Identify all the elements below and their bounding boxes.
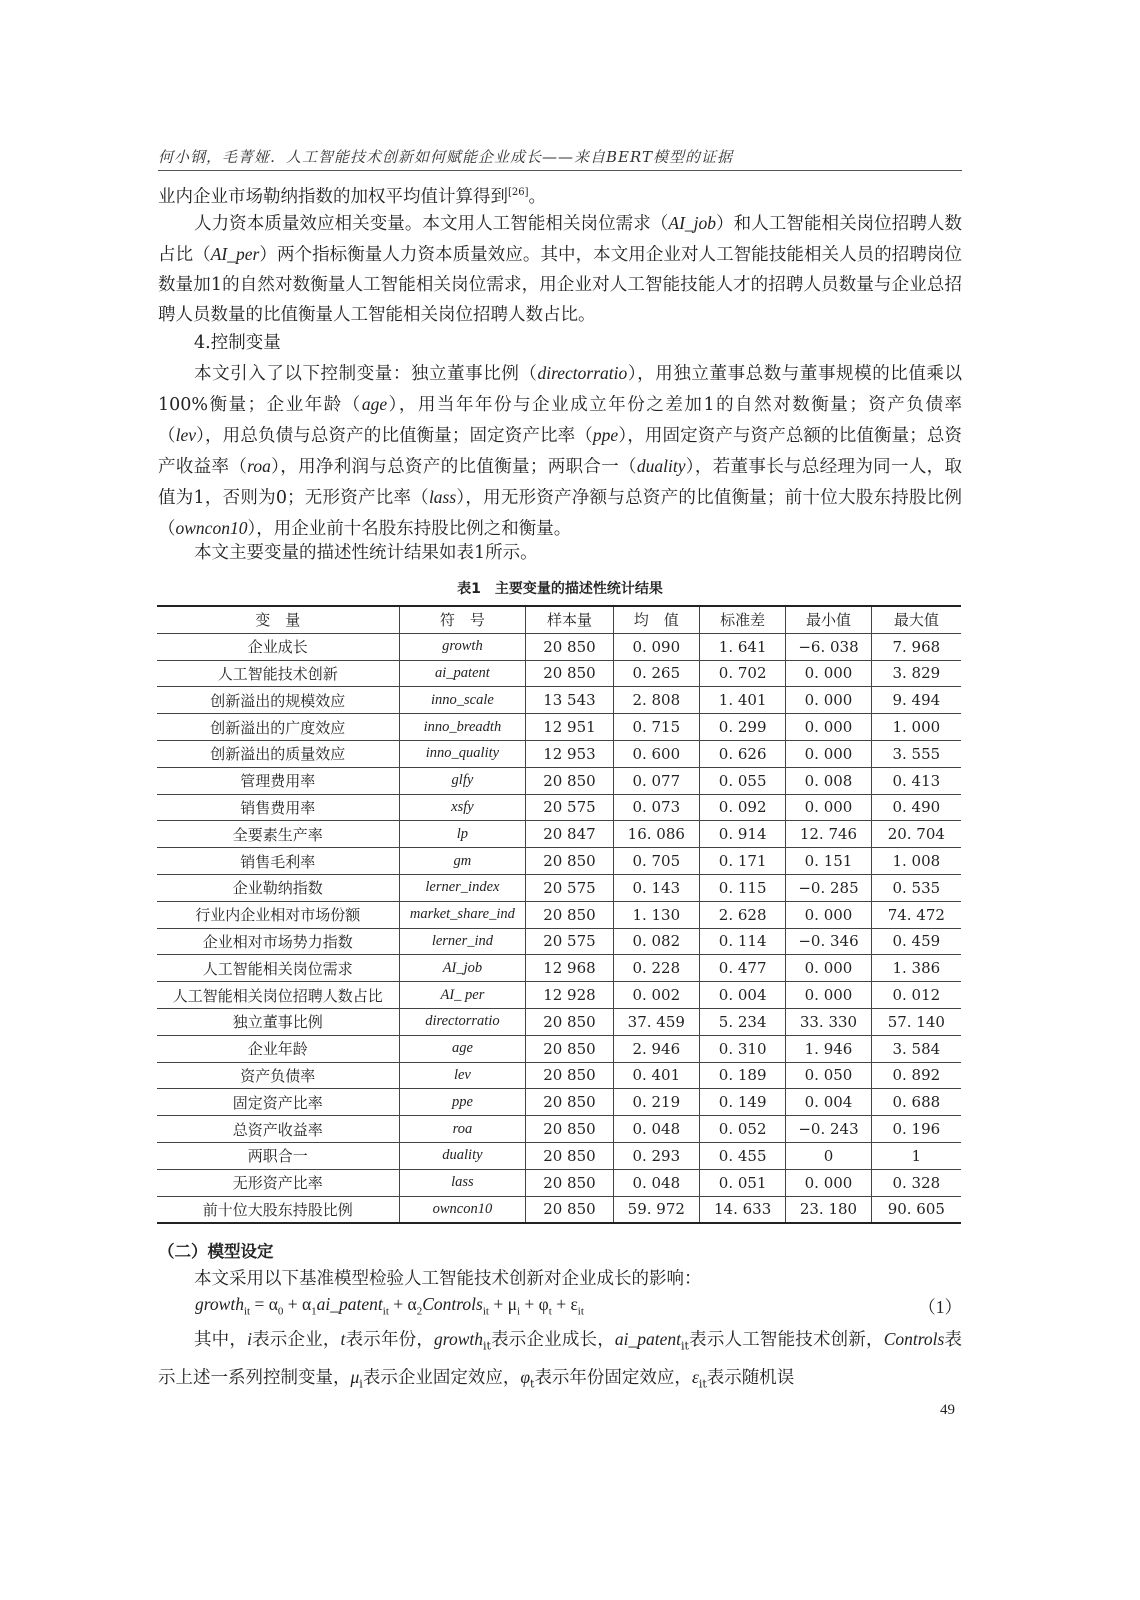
table-row xyxy=(157,955,961,982)
subscript: 0 xyxy=(277,1305,284,1318)
sample-size-cell: 13 543 xyxy=(526,687,613,714)
variable-name-cell: 行业内企业相对市场份额 xyxy=(157,901,399,928)
symbol-cell: gm xyxy=(399,848,526,875)
std-dev-cell: 0. 310 xyxy=(699,1035,785,1062)
italic-term: Controls xyxy=(422,1294,483,1314)
paragraph-model-explanation xyxy=(158,1324,962,1399)
table-row xyxy=(157,1062,961,1089)
text-run: + φ xyxy=(520,1294,549,1314)
std-dev-cell: 5. 234 xyxy=(699,1008,785,1035)
mean-cell: 0. 293 xyxy=(613,1142,699,1169)
symbol-cell: duality xyxy=(399,1142,526,1169)
sample-size-cell: 12 928 xyxy=(526,982,613,1009)
sample-size-cell: 20 850 xyxy=(526,901,613,928)
symbol-cell: market_share_ind xyxy=(399,901,526,928)
table-row xyxy=(157,714,961,741)
subscript: it xyxy=(482,1339,491,1353)
sample-size-cell: 20 575 xyxy=(526,928,613,955)
symbol-cell: inno_breadth xyxy=(399,714,526,741)
max-cell: 0. 892 xyxy=(871,1062,961,1089)
variable-name-cell: 销售费用率 xyxy=(157,794,399,821)
std-dev-cell: 0. 055 xyxy=(699,767,785,794)
text-run: ），用净利润与总资产的比值衡量；两职合一（ xyxy=(270,457,637,477)
max-cell: 1. 000 xyxy=(871,714,961,741)
variable-name-cell: 独立董事比例 xyxy=(157,1008,399,1035)
table-row xyxy=(157,1142,961,1169)
text-run: + μ xyxy=(488,1294,517,1314)
equation-body xyxy=(195,1294,584,1318)
mean-cell: 1. 130 xyxy=(613,901,699,928)
mean-cell: 59. 972 xyxy=(613,1196,699,1223)
text-run: ），若董事长与总经理为同一人，取值为1，否则为0；无形资产比率（ xyxy=(158,457,963,508)
descriptive-stats-table xyxy=(157,605,961,1224)
min-cell: 0. 000 xyxy=(786,660,871,687)
sample-size-cell: 20 850 xyxy=(526,1142,613,1169)
max-cell: 1 xyxy=(871,1142,961,1169)
italic-term: AI_job xyxy=(668,213,717,233)
sample-size-cell: 12 951 xyxy=(526,714,613,741)
column-header: 最大值 xyxy=(871,606,961,633)
max-cell: 0. 459 xyxy=(871,928,961,955)
sample-size-cell: 20 850 xyxy=(526,1035,613,1062)
subscript: it xyxy=(482,1305,489,1318)
italic-term: owncon10 xyxy=(175,518,248,538)
italic-term: φ xyxy=(520,1366,531,1387)
sample-size-cell: 20 847 xyxy=(526,821,613,848)
max-cell: 1. 008 xyxy=(871,848,961,875)
italic-term: age xyxy=(361,394,388,414)
max-cell: 3. 555 xyxy=(871,740,961,767)
subscript: it xyxy=(698,1377,707,1390)
mean-cell: 16. 086 xyxy=(613,821,699,848)
symbol-cell: lerner_index xyxy=(399,874,526,901)
text-run: 表示年份固定效应， xyxy=(534,1367,692,1388)
text-run: 表示上述一系列控制变量， xyxy=(158,1330,963,1388)
max-cell: 0. 196 xyxy=(871,1116,961,1143)
max-cell: 9. 494 xyxy=(871,687,961,714)
subscript: 2 xyxy=(416,1305,423,1318)
paragraph-model-intro xyxy=(158,1264,962,1294)
std-dev-cell: 0. 189 xyxy=(699,1062,785,1089)
variable-name-cell: 企业成长 xyxy=(157,633,399,660)
std-dev-cell: 0. 051 xyxy=(699,1169,785,1196)
text-run: 其中， xyxy=(194,1330,248,1350)
symbol-cell: AI_ per xyxy=(399,982,526,1009)
subscript: it xyxy=(681,1339,689,1353)
max-cell: 1. 386 xyxy=(871,955,961,982)
page-number: 49 xyxy=(940,1402,955,1418)
table-row xyxy=(157,633,961,660)
equation-1 xyxy=(195,1294,962,1318)
mean-cell: 2. 946 xyxy=(613,1035,699,1062)
min-cell: −0. 285 xyxy=(786,874,871,901)
variable-name-cell: 资产负债率 xyxy=(157,1062,399,1089)
symbol-cell: owncon10 xyxy=(399,1196,526,1223)
table-row xyxy=(157,982,961,1009)
std-dev-cell: 14. 633 xyxy=(699,1196,785,1223)
mean-cell: 0. 219 xyxy=(613,1089,699,1116)
text-run: ），用企业前十名股东持股比例之和衡量。 xyxy=(247,519,572,539)
min-cell: 0 xyxy=(786,1142,871,1169)
text-run: 本文主要变量的描述性统计结果如表1所示。 xyxy=(194,543,538,563)
std-dev-cell: 0. 171 xyxy=(699,848,785,875)
subscript: 1 xyxy=(311,1305,317,1318)
min-cell: 0. 050 xyxy=(786,1062,871,1089)
std-dev-cell: 0. 115 xyxy=(699,874,785,901)
text-run: 表示年份， xyxy=(345,1330,435,1350)
italic-term: growth xyxy=(195,1294,244,1314)
variable-name-cell: 全要素生产率 xyxy=(157,821,399,848)
std-dev-cell: 0. 092 xyxy=(699,794,785,821)
table-row xyxy=(157,660,961,687)
header-rule xyxy=(158,170,962,171)
symbol-cell: AI_job xyxy=(399,955,526,982)
subscript: it xyxy=(382,1305,389,1318)
italic-term: μ xyxy=(350,1366,360,1387)
min-cell: 1. 946 xyxy=(786,1035,871,1062)
text-run: ），用独立董事总数与董事规模的比值乘以100%衡量；企业年龄（ xyxy=(158,364,963,415)
table-header-row xyxy=(157,606,961,633)
symbol-cell: ppe xyxy=(399,1089,526,1116)
table-row xyxy=(157,1169,961,1196)
subscript: i xyxy=(359,1377,363,1390)
variable-name-cell: 人工智能相关岗位招聘人数占比 xyxy=(157,982,399,1009)
mean-cell: 0. 401 xyxy=(613,1062,699,1089)
min-cell: 0. 000 xyxy=(786,740,871,767)
symbol-cell: roa xyxy=(399,1116,526,1143)
min-cell: 0. 000 xyxy=(786,714,871,741)
sample-size-cell: 20 850 xyxy=(526,660,613,687)
text-run: 表示企业成长， xyxy=(490,1330,615,1350)
subscript: t xyxy=(530,1377,535,1390)
max-cell: 90. 605 xyxy=(871,1196,961,1223)
variable-name-cell: 固定资产比率 xyxy=(157,1089,399,1116)
min-cell: −0. 243 xyxy=(786,1116,871,1143)
paragraph-table-intro xyxy=(158,538,962,568)
italic-term: duality xyxy=(636,456,686,476)
sample-size-cell: 20 850 xyxy=(526,633,613,660)
table-row xyxy=(157,1008,961,1035)
text-run: ），用总负债与总资产的比值衡量；固定资产比率（ xyxy=(196,426,593,446)
text-run: ）两个指标衡量人力资本质量效应。其中，本文用企业对人工智能技能相关人员的招聘岗位数量加1的自然对数衡量人工智能相关岗位需求，用企业对人工智能技能人才的招聘人员数量与企业总招聘人员数量的比值衡量人工智能相关岗位招聘人数占比。 xyxy=(158,245,962,325)
table-row xyxy=(157,821,961,848)
std-dev-cell: 2. 628 xyxy=(699,901,785,928)
mean-cell: 37. 459 xyxy=(613,1008,699,1035)
variable-name-cell: 总资产收益率 xyxy=(157,1116,399,1143)
column-header: 最小值 xyxy=(786,606,871,633)
text-run: 。 xyxy=(528,186,547,207)
text-run: ），用固定资产与资产总额的比值衡量；总资产收益率（ xyxy=(158,426,963,477)
mean-cell: 0. 143 xyxy=(613,874,699,901)
max-cell: 0. 688 xyxy=(871,1089,961,1116)
sample-size-cell: 20 850 xyxy=(526,1062,613,1089)
std-dev-cell: 1. 641 xyxy=(699,633,785,660)
subscript: it xyxy=(577,1305,584,1318)
symbol-cell: xsfy xyxy=(399,794,526,821)
table-row xyxy=(157,794,961,821)
sample-size-cell: 20 850 xyxy=(526,767,613,794)
std-dev-cell: 0. 004 xyxy=(699,982,785,1009)
table-row xyxy=(157,1196,961,1223)
std-dev-cell: 0. 477 xyxy=(699,955,785,982)
symbol-cell: lp xyxy=(399,821,526,848)
variable-name-cell: 两职合一 xyxy=(157,1142,399,1169)
max-cell: 3. 584 xyxy=(871,1035,961,1062)
italic-term: Controls xyxy=(883,1329,945,1349)
variable-name-cell: 销售毛利率 xyxy=(157,848,399,875)
text-run: 表示企业固定效应， xyxy=(362,1367,521,1388)
table-row xyxy=(157,901,961,928)
table-row xyxy=(157,874,961,901)
mean-cell: 0. 082 xyxy=(613,928,699,955)
min-cell: −6. 038 xyxy=(786,633,871,660)
min-cell: 0. 151 xyxy=(786,848,871,875)
variable-name-cell: 人工智能相关岗位需求 xyxy=(157,955,399,982)
column-header: 变 量 xyxy=(157,606,399,633)
table-row xyxy=(157,687,961,714)
symbol-cell: directorratio xyxy=(399,1008,526,1035)
column-header: 样本量 xyxy=(526,606,613,633)
mean-cell: 0. 228 xyxy=(613,955,699,982)
text-run: 表示随机误 xyxy=(706,1367,795,1388)
text-run: 本文引入了以下控制变量：独立董事比例（ xyxy=(194,364,538,384)
text-run: + α xyxy=(283,1294,312,1314)
std-dev-cell: 1. 401 xyxy=(699,687,785,714)
min-cell: 0. 000 xyxy=(786,982,871,1009)
text-run: + α xyxy=(388,1294,417,1314)
running-header: 何小钢，毛菁娅．人工智能技术创新如何赋能企业成长——来自BERT模型的证据 xyxy=(158,148,734,166)
symbol-cell: age xyxy=(399,1035,526,1062)
italic-term: directorratio xyxy=(537,363,628,383)
variable-name-cell: 企业勒纳指数 xyxy=(157,874,399,901)
italic-term: AI_per xyxy=(210,244,260,264)
mean-cell: 0. 073 xyxy=(613,794,699,821)
std-dev-cell: 0. 626 xyxy=(699,740,785,767)
std-dev-cell: 0. 299 xyxy=(699,714,785,741)
max-cell: 0. 413 xyxy=(871,767,961,794)
text-run: + ε xyxy=(551,1294,578,1314)
min-cell: 0. 004 xyxy=(786,1089,871,1116)
min-cell: 0. 008 xyxy=(786,767,871,794)
table-row xyxy=(157,1035,961,1062)
mean-cell: 2. 808 xyxy=(613,687,699,714)
table-row xyxy=(157,1116,961,1143)
italic-term: ai_patent xyxy=(316,1294,383,1314)
max-cell: 0. 535 xyxy=(871,874,961,901)
heading-control-variables: 4.控制变量 xyxy=(194,333,281,353)
mean-cell: 0. 077 xyxy=(613,767,699,794)
mean-cell: 0. 002 xyxy=(613,982,699,1009)
text-run: ）和人工智能相关岗位招聘人数占比（ xyxy=(158,214,963,265)
min-cell: −0. 346 xyxy=(786,928,871,955)
variable-name-cell: 企业年龄 xyxy=(157,1035,399,1062)
table-row xyxy=(157,767,961,794)
section-heading-model: （二）模型设定 xyxy=(158,1242,274,1261)
italic-term: growth xyxy=(434,1329,483,1349)
std-dev-cell: 0. 052 xyxy=(699,1116,785,1143)
max-cell: 0. 490 xyxy=(871,794,961,821)
symbol-cell: inno_scale xyxy=(399,687,526,714)
symbol-cell: inno_quality xyxy=(399,740,526,767)
table-row xyxy=(157,1089,961,1116)
text-run: 本文采用以下基准模型检验人工智能技术创新对企业成长的影响： xyxy=(194,1269,702,1289)
min-cell: 0. 000 xyxy=(786,901,871,928)
italic-term: roa xyxy=(247,456,271,476)
text-run: = α xyxy=(250,1294,278,1314)
std-dev-cell: 0. 702 xyxy=(699,660,785,687)
text-run: 表示人工智能技术创新， xyxy=(688,1330,884,1350)
max-cell: 0. 328 xyxy=(871,1169,961,1196)
min-cell: 0. 000 xyxy=(786,955,871,982)
variable-name-cell: 管理费用率 xyxy=(157,767,399,794)
max-cell: 57. 140 xyxy=(871,1008,961,1035)
italic-term: lass xyxy=(428,487,457,507)
symbol-cell: lass xyxy=(399,1169,526,1196)
min-cell: 0. 000 xyxy=(786,1169,871,1196)
sample-size-cell: 20 850 xyxy=(526,1196,613,1223)
variable-name-cell: 创新溢出的质量效应 xyxy=(157,740,399,767)
sample-size-cell: 20 575 xyxy=(526,874,613,901)
paragraph-1 xyxy=(158,178,962,212)
min-cell: 0. 000 xyxy=(786,687,871,714)
mean-cell: 0. 048 xyxy=(613,1169,699,1196)
table-row xyxy=(157,928,961,955)
std-dev-cell: 0. 149 xyxy=(699,1089,785,1116)
std-dev-cell: 0. 455 xyxy=(699,1142,785,1169)
table-row xyxy=(157,848,961,875)
variable-name-cell: 创新溢出的规模效应 xyxy=(157,687,399,714)
text-run: 人力资本质量效应相关变量。本文用人工智能相关岗位需求（ xyxy=(194,214,669,234)
italic-term: ε xyxy=(691,1366,699,1387)
text-run: ），用当年年份与企业成立年份之差加1的自然对数衡量；资产负债率（ xyxy=(158,395,962,446)
text-run: 业内企业市场勒纳指数的加权平均值计算得到 xyxy=(158,186,508,207)
column-header: 均 值 xyxy=(613,606,699,633)
sample-size-cell: 20 850 xyxy=(526,1089,613,1116)
italic-term: lev xyxy=(175,425,197,445)
text-run: ），用无形资产净额与总资产的比值衡量；前十位大股东持股比例（ xyxy=(158,488,962,539)
variable-name-cell: 前十位大股东持股比例 xyxy=(157,1196,399,1223)
subscript: t xyxy=(548,1305,552,1318)
sample-size-cell: 20 850 xyxy=(526,848,613,875)
mean-cell: 0. 600 xyxy=(613,740,699,767)
italic-term: t xyxy=(340,1329,346,1349)
max-cell: 74. 472 xyxy=(871,901,961,928)
sample-size-cell: 20 850 xyxy=(526,1169,613,1196)
max-cell: 3. 829 xyxy=(871,660,961,687)
max-cell: 7. 968 xyxy=(871,633,961,660)
table-caption: 表1 主要变量的描述性统计结果 xyxy=(457,581,663,597)
column-header: 符 号 xyxy=(399,606,526,633)
sample-size-cell: 20 850 xyxy=(526,1008,613,1035)
subscript: it xyxy=(243,1305,251,1318)
equation-number: （1） xyxy=(918,1297,962,1317)
sample-size-cell: 12 968 xyxy=(526,955,613,982)
sample-size-cell: 20 850 xyxy=(526,1116,613,1143)
symbol-cell: lev xyxy=(399,1062,526,1089)
sample-size-cell: 20 575 xyxy=(526,794,613,821)
mean-cell: 0. 715 xyxy=(613,714,699,741)
min-cell: 0. 000 xyxy=(786,794,871,821)
text-run: 表示企业， xyxy=(251,1330,341,1350)
column-header: 标准差 xyxy=(699,606,785,633)
max-cell: 0. 012 xyxy=(871,982,961,1009)
italic-term: ai_patent xyxy=(614,1329,682,1349)
min-cell: 12. 746 xyxy=(786,821,871,848)
min-cell: 33. 330 xyxy=(786,1008,871,1035)
std-dev-cell: 0. 914 xyxy=(699,821,785,848)
sample-size-cell: 12 953 xyxy=(526,740,613,767)
table-row xyxy=(157,740,961,767)
variable-name-cell: 企业相对市场势力指数 xyxy=(157,928,399,955)
variable-name-cell: 人工智能技术创新 xyxy=(157,660,399,687)
paragraph-control-variables xyxy=(158,358,962,544)
mean-cell: 0. 048 xyxy=(613,1116,699,1143)
symbol-cell: glfy xyxy=(399,767,526,794)
subscript: i xyxy=(516,1305,521,1318)
citation: [26] xyxy=(508,187,529,198)
mean-cell: 0. 090 xyxy=(613,633,699,660)
paragraph-human-capital xyxy=(158,208,962,330)
max-cell: 20. 704 xyxy=(871,821,961,848)
symbol-cell: ai_patent xyxy=(399,660,526,687)
variable-name-cell: 创新溢出的广度效应 xyxy=(157,714,399,741)
symbol-cell: growth xyxy=(399,633,526,660)
italic-term: i xyxy=(247,1329,252,1349)
min-cell: 23. 180 xyxy=(786,1196,871,1223)
variable-name-cell: 无形资产比率 xyxy=(157,1169,399,1196)
italic-term: ppe xyxy=(592,425,619,445)
std-dev-cell: 0. 114 xyxy=(699,928,785,955)
mean-cell: 0. 265 xyxy=(613,660,699,687)
mean-cell: 0. 705 xyxy=(613,848,699,875)
symbol-cell: lerner_ind xyxy=(399,928,526,955)
